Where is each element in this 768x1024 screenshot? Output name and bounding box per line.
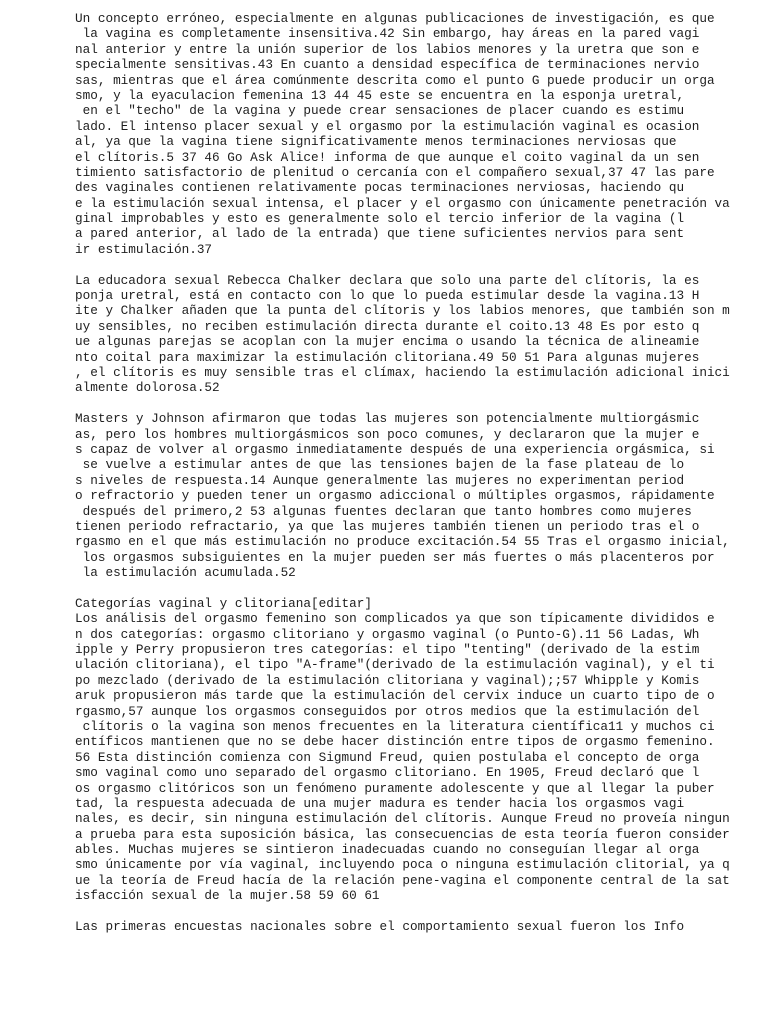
text-line: smo vaginal como uno separado del orgasmo clitoriano. En 1905, Freud declaró que l <box>75 765 700 781</box>
text-line: aruk propusieron más tarde que la estimulación del cervix induce un cuarto tipo de o <box>75 688 715 704</box>
text-line: n dos categorías: orgasmo clitoriano y orgasmo vaginal (o Punto-G).11 56 Ladas, Wh <box>75 626 700 642</box>
text-line: lado. El intenso placer sexual y el orgasmo por la estimulación vaginal es ocasion <box>75 118 700 134</box>
text-line: 56 Esta distinción comienza con Sigmund Freud, quien postulaba el concepto de orga <box>75 749 700 765</box>
text-line: a pared anterior, al lado de la entrada) que tiene suficientes nervios para sent <box>75 226 685 242</box>
paragraph-3 <box>75 411 768 580</box>
text-line: Las primeras encuestas nacionales sobre el comportamiento sexual fueron los Info <box>75 919 685 935</box>
text-line: rgasmo en el que más estimulación no produce excitación.54 55 Tras el orgasmo inicial, <box>75 534 730 550</box>
text-line: nal anterior y entre la unión superior de los labios menores y la uretra que son e <box>75 41 700 57</box>
text-line: entíficos mantienen que no se debe hacer distinción entre tipos de orgasmo femenino. <box>75 734 715 750</box>
paragraph-1 <box>75 11 768 257</box>
text-line: Un concepto erróneo, especialmente en algunas publicaciones de investigación, es que <box>75 11 715 26</box>
paragraph-4 <box>75 596 768 904</box>
text-line: a prueba para esta suposición básica, las consecuencias de esta teoría fueron consider <box>75 826 730 842</box>
text-line: sas, mientras que el área comúnmente descrita como el punto G puede producir un orga <box>75 72 715 88</box>
text-line: , el clítoris es muy sensible tras el clímax, haciendo la estimulación adicional inici <box>75 364 730 380</box>
text-line: ulación clitoriana), el tipo "A-frame"(derivado de la estimulación vaginal), y el ti <box>75 657 715 673</box>
text-line: ir estimulación.37 <box>75 241 213 257</box>
text-line: os orgasmo clitóricos son un fenómeno puramente adolescente y que al llegar la puber <box>75 780 715 796</box>
text-line: Los análisis del orgasmo femenino son complicados ya que son típicamente divididos e <box>75 611 715 627</box>
text-line: La educadora sexual Rebecca Chalker declara que solo una parte del clítoris, la es <box>75 272 700 288</box>
text-line: Categorías vaginal y clitoriana[editar] <box>75 595 372 611</box>
text-line: s niveles de respuesta.14 Aunque generalmente las mujeres no experimentan period <box>75 472 685 488</box>
text-line: ue algunas parejas se acoplan con la mujer encima o usando la técnica de alineamie <box>75 334 700 350</box>
paragraph-2 <box>75 273 768 396</box>
text-line: specialmente sensitivas.43 En cuanto a densidad específica de terminaciones nervio <box>75 57 700 73</box>
text-line: el clítoris.5 37 46 Go Ask Alice! informa de que aunque el coito vaginal da un sen <box>75 149 700 165</box>
text-line: en el "techo" de la vagina y puede crear sensaciones de placer cuando es estimu <box>75 103 685 119</box>
text-line: después del primero,2 53 algunas fuentes declaran que tanto hombres como mujeres <box>75 503 692 519</box>
text-line: almente dolorosa.52 <box>75 380 220 396</box>
text-line: smo únicamente por vía vaginal, incluyendo poca o ninguna estimulación clitorial, ya q <box>75 857 730 873</box>
text-line: po mezclado (derivado de la estimulación clitoriana y vaginal);;57 Whipple y Komis <box>75 672 700 688</box>
text-line: los orgasmos subsiguientes en la mujer pueden ser más fuertes o más placenteros por <box>75 549 715 565</box>
text-line: al, ya que la vagina tiene significativamente menos terminaciones nerviosas que <box>75 134 677 150</box>
text-line: la estimulación acumulada.52 <box>75 565 296 581</box>
text-line: tienen periodo refractario, ya que las mujeres también tienen un periodo tras el o <box>75 518 700 534</box>
text-line: tad, la respuesta adecuada de una mujer madura es tender hacia los orgasmos vagi <box>75 795 685 811</box>
text-line: e la estimulación sexual intensa, el placer y el orgasmo con únicamente penetración va <box>75 195 730 211</box>
text-line: des vaginales contienen relativamente pocas terminaciones nerviosas, haciendo qu <box>75 180 685 196</box>
text-line: isfacción sexual de la mujer.58 59 60 61 <box>75 888 380 904</box>
text-line: timiento satisfactorio de plenitud o cercanía con el compañero sexual,37 47 las pare <box>75 164 715 180</box>
text-line: smo, y la eyaculacion femenina 13 44 45 este se encuentra en la esponja uretral, <box>75 87 685 103</box>
paragraph-5 <box>75 919 768 934</box>
text-line: s capaz de volver al orgasmo inmediatamente después de una experiencia orgásmica, si <box>75 441 715 457</box>
text-line: ables. Muchas mujeres se sintieron inadecuadas cuando no conseguían llegar al orga <box>75 842 700 858</box>
text-line: ite y Chalker añaden que la punta del clítoris y los labios menores, que también son m <box>75 303 730 319</box>
text-line: ponja uretral, está en contacto con lo que lo pueda estimular desde la vagina.13 H <box>75 288 700 304</box>
text-line: nto coital para maximizar la estimulación clitoriana.49 50 51 Para algunas mujeres <box>75 349 700 365</box>
text-line: rgasmo,57 aunque los orgasmos conseguidos por otros medios que la estimulación del <box>75 703 700 719</box>
text-line: as, pero los hombres multiorgásmicos son poco comunes, y declararon que la mujer e <box>75 426 700 442</box>
text-line: clítoris o la vagina son menos frecuentes en la literatura científica11 y muchos ci <box>75 718 715 734</box>
text-line: se vuelve a estimular antes de que las tensiones bajen de la fase plateau de lo <box>75 457 685 473</box>
text-line: Masters y Johnson afirmaron que todas las mujeres son potencialmente multiorgásmic <box>75 411 700 427</box>
text-line: nales, es decir, sin ninguna estimulación del clítoris. Aunque Freud no proveía ningun <box>75 811 730 827</box>
text-line: o refractorio y pueden tener un orgasmo adiccional o múltiples orgasmos, rápidamente <box>75 488 715 504</box>
text-line: ipple y Perry propusieron tres categorías: el tipo "tenting" (derivado de la estim <box>75 642 700 658</box>
text-line: uy sensibles, no reciben estimulación directa durante el coito.13 48 Es por esto q <box>75 318 700 334</box>
text-line: la vagina es completamente insensitiva.42 Sin embargo, hay áreas en la pared vagi <box>75 26 700 42</box>
text-line: ue la teoría de Freud hacía de la relación pene-vagina el componente central de la sat <box>75 872 730 888</box>
text-line: ginal improbables y esto es generalmente solo el tercio inferior de la vagina (l <box>75 211 685 227</box>
